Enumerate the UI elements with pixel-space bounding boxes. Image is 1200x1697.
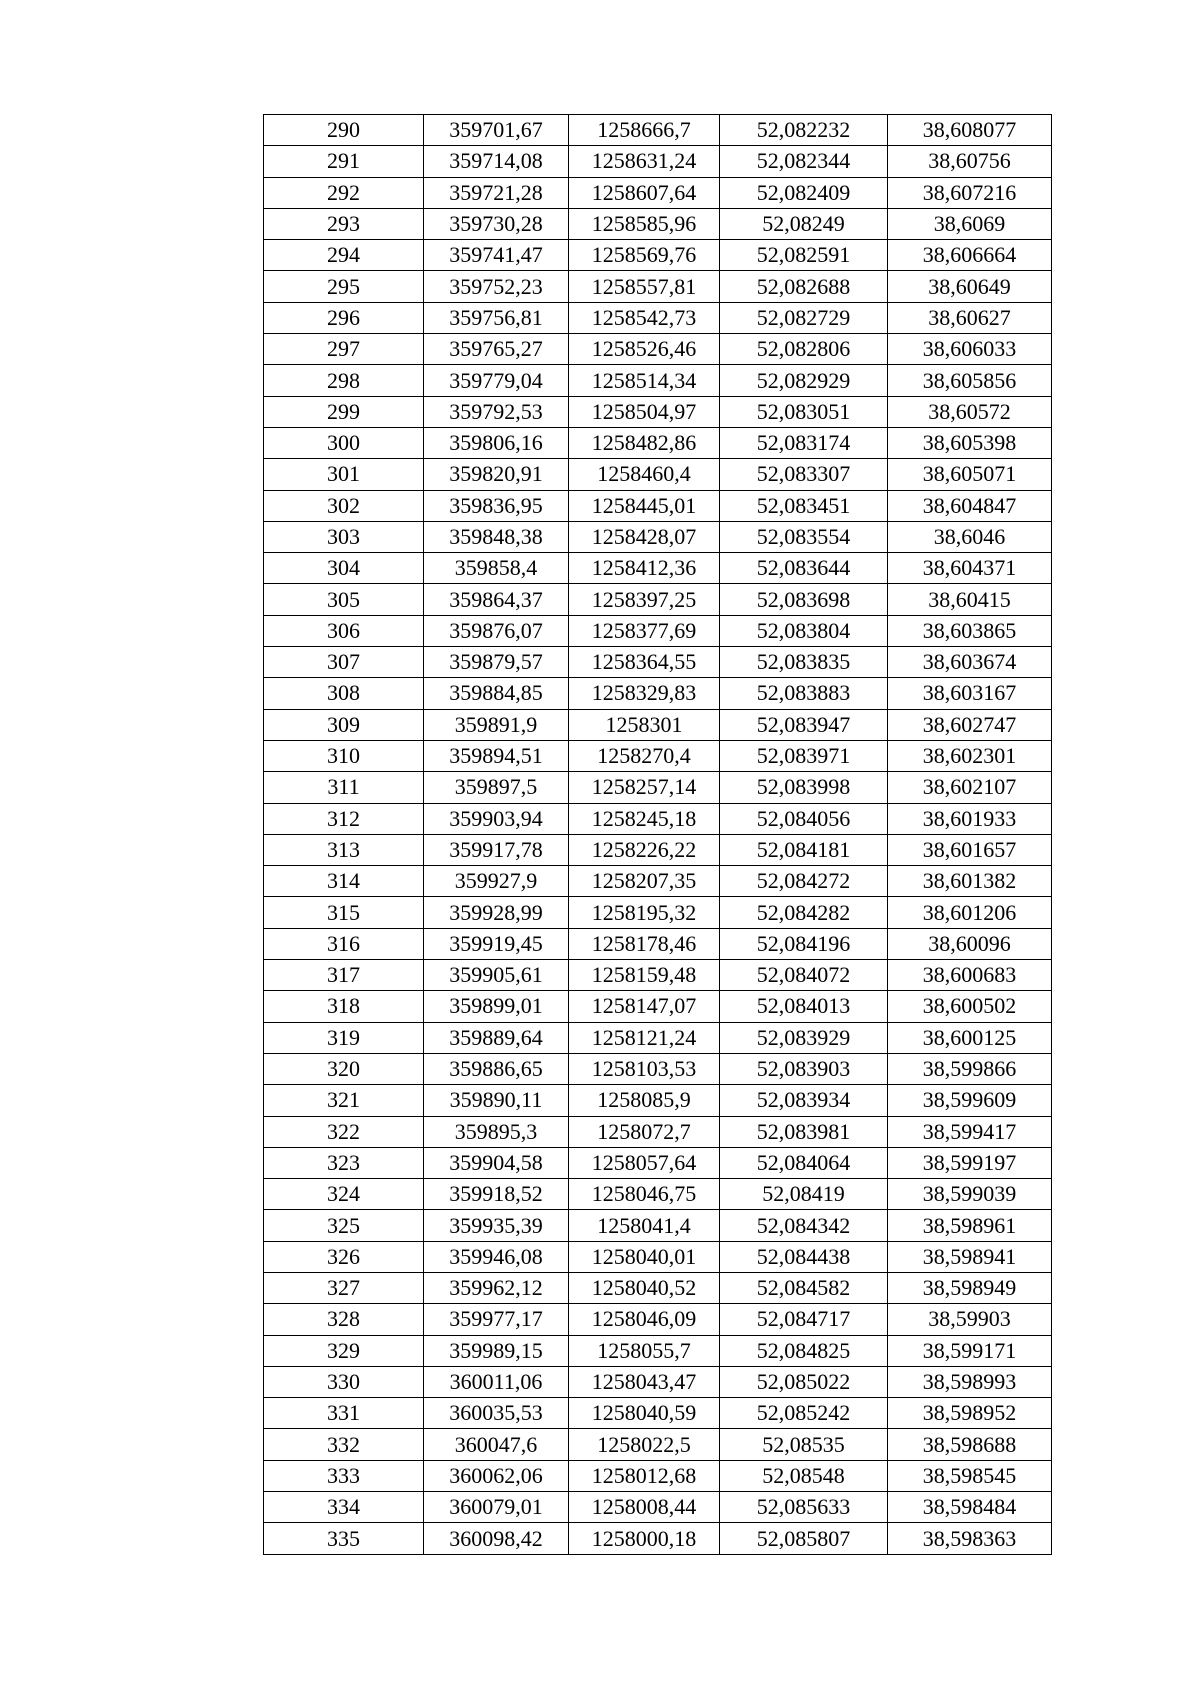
point-number-cell: 307 <box>264 647 424 678</box>
table-row <box>264 1210 1052 1241</box>
point-number-cell: 319 <box>264 1022 424 1053</box>
longitude-cell: 38,598363 <box>888 1523 1052 1554</box>
point-number-cell: 294 <box>264 240 424 271</box>
latitude-cell: 52,084342 <box>720 1210 888 1241</box>
x-coordinate-cell: 359895,3 <box>424 1116 569 1147</box>
y-coordinate-cell: 1258257,14 <box>569 772 720 803</box>
longitude-cell: 38,605398 <box>888 427 1052 458</box>
table-row <box>264 208 1052 239</box>
latitude-cell: 52,08419 <box>720 1179 888 1210</box>
y-coordinate-cell: 1258666,7 <box>569 115 720 146</box>
longitude-cell: 38,598949 <box>888 1272 1052 1303</box>
longitude-cell: 38,604371 <box>888 553 1052 584</box>
longitude-cell: 38,60649 <box>888 271 1052 302</box>
table-row <box>264 521 1052 552</box>
longitude-cell: 38,605856 <box>888 365 1052 396</box>
longitude-cell: 38,598545 <box>888 1460 1052 1491</box>
point-number-cell: 299 <box>264 396 424 427</box>
x-coordinate-cell: 359779,04 <box>424 365 569 396</box>
y-coordinate-cell: 1258012,68 <box>569 1460 720 1491</box>
longitude-cell: 38,602301 <box>888 740 1052 771</box>
y-coordinate-cell: 1258329,83 <box>569 678 720 709</box>
y-coordinate-cell: 1258542,73 <box>569 302 720 333</box>
latitude-cell: 52,082729 <box>720 302 888 333</box>
point-number-cell: 326 <box>264 1241 424 1272</box>
table-row <box>264 1304 1052 1335</box>
latitude-cell: 52,084438 <box>720 1241 888 1272</box>
x-coordinate-cell: 359876,07 <box>424 615 569 646</box>
point-number-cell: 297 <box>264 334 424 365</box>
table-row <box>264 1398 1052 1429</box>
table-row <box>264 678 1052 709</box>
latitude-cell: 52,084056 <box>720 803 888 834</box>
point-number-cell: 323 <box>264 1147 424 1178</box>
point-number-cell: 293 <box>264 208 424 239</box>
y-coordinate-cell: 1258072,7 <box>569 1116 720 1147</box>
table-row <box>264 1022 1052 1053</box>
longitude-cell: 38,607216 <box>888 177 1052 208</box>
latitude-cell: 52,083934 <box>720 1085 888 1116</box>
y-coordinate-cell: 1258377,69 <box>569 615 720 646</box>
x-coordinate-cell: 359879,57 <box>424 647 569 678</box>
latitude-cell: 52,08249 <box>720 208 888 239</box>
longitude-cell: 38,601382 <box>888 866 1052 897</box>
longitude-cell: 38,604847 <box>888 490 1052 521</box>
x-coordinate-cell: 359903,94 <box>424 803 569 834</box>
x-coordinate-cell: 359890,11 <box>424 1085 569 1116</box>
table-row <box>264 1116 1052 1147</box>
x-coordinate-cell: 359820,91 <box>424 459 569 490</box>
table-row <box>264 740 1052 771</box>
x-coordinate-cell: 360062,06 <box>424 1460 569 1491</box>
x-coordinate-cell: 360035,53 <box>424 1398 569 1429</box>
table-row <box>264 991 1052 1022</box>
x-coordinate-cell: 359946,08 <box>424 1241 569 1272</box>
x-coordinate-cell: 360079,01 <box>424 1492 569 1523</box>
y-coordinate-cell: 1258301 <box>569 709 720 740</box>
y-coordinate-cell: 1258364,55 <box>569 647 720 678</box>
point-number-cell: 296 <box>264 302 424 333</box>
table-row <box>264 146 1052 177</box>
table-row <box>264 1241 1052 1272</box>
longitude-cell: 38,603167 <box>888 678 1052 709</box>
latitude-cell: 52,083883 <box>720 678 888 709</box>
y-coordinate-cell: 1258195,32 <box>569 897 720 928</box>
point-number-cell: 306 <box>264 615 424 646</box>
point-number-cell: 309 <box>264 709 424 740</box>
point-number-cell: 295 <box>264 271 424 302</box>
latitude-cell: 52,084196 <box>720 928 888 959</box>
y-coordinate-cell: 1258428,07 <box>569 521 720 552</box>
latitude-cell: 52,083307 <box>720 459 888 490</box>
table-row <box>264 1523 1052 1554</box>
latitude-cell: 52,083174 <box>720 427 888 458</box>
latitude-cell: 52,083835 <box>720 647 888 678</box>
y-coordinate-cell: 1258569,76 <box>569 240 720 271</box>
latitude-cell: 52,08548 <box>720 1460 888 1491</box>
longitude-cell: 38,601206 <box>888 897 1052 928</box>
x-coordinate-cell: 359730,28 <box>424 208 569 239</box>
longitude-cell: 38,598941 <box>888 1241 1052 1272</box>
latitude-cell: 52,084013 <box>720 991 888 1022</box>
y-coordinate-cell: 1258000,18 <box>569 1523 720 1554</box>
x-coordinate-cell: 359756,81 <box>424 302 569 333</box>
y-coordinate-cell: 1258514,34 <box>569 365 720 396</box>
y-coordinate-cell: 1258557,81 <box>569 271 720 302</box>
table-row <box>264 396 1052 427</box>
table-row <box>264 553 1052 584</box>
table-row <box>264 427 1052 458</box>
table-row <box>264 960 1052 991</box>
longitude-cell: 38,601657 <box>888 834 1052 865</box>
y-coordinate-cell: 1258103,53 <box>569 1053 720 1084</box>
table-row <box>264 177 1052 208</box>
point-number-cell: 301 <box>264 459 424 490</box>
y-coordinate-cell: 1258022,5 <box>569 1429 720 1460</box>
longitude-cell: 38,6069 <box>888 208 1052 239</box>
x-coordinate-cell: 359864,37 <box>424 584 569 615</box>
longitude-cell: 38,60627 <box>888 302 1052 333</box>
table-row <box>264 709 1052 740</box>
point-number-cell: 333 <box>264 1460 424 1491</box>
y-coordinate-cell: 1258504,97 <box>569 396 720 427</box>
point-number-cell: 317 <box>264 960 424 991</box>
latitude-cell: 52,083998 <box>720 772 888 803</box>
longitude-cell: 38,601933 <box>888 803 1052 834</box>
point-number-cell: 292 <box>264 177 424 208</box>
table-row <box>264 490 1052 521</box>
latitude-cell: 52,082806 <box>720 334 888 365</box>
y-coordinate-cell: 1258043,47 <box>569 1366 720 1397</box>
x-coordinate-cell: 359899,01 <box>424 991 569 1022</box>
point-number-cell: 315 <box>264 897 424 928</box>
latitude-cell: 52,083947 <box>720 709 888 740</box>
longitude-cell: 38,599417 <box>888 1116 1052 1147</box>
longitude-cell: 38,60096 <box>888 928 1052 959</box>
x-coordinate-cell: 359765,27 <box>424 334 569 365</box>
table-row <box>264 897 1052 928</box>
x-coordinate-cell: 359894,51 <box>424 740 569 771</box>
x-coordinate-cell: 359928,99 <box>424 897 569 928</box>
longitude-cell: 38,598961 <box>888 1210 1052 1241</box>
y-coordinate-cell: 1258041,4 <box>569 1210 720 1241</box>
longitude-cell: 38,605071 <box>888 459 1052 490</box>
latitude-cell: 52,083451 <box>720 490 888 521</box>
latitude-cell: 52,085022 <box>720 1366 888 1397</box>
point-number-cell: 327 <box>264 1272 424 1303</box>
longitude-cell: 38,608077 <box>888 115 1052 146</box>
table-body <box>264 115 1052 1555</box>
longitude-cell: 38,599197 <box>888 1147 1052 1178</box>
table-row <box>264 803 1052 834</box>
point-number-cell: 332 <box>264 1429 424 1460</box>
latitude-cell: 52,084282 <box>720 897 888 928</box>
y-coordinate-cell: 1258397,25 <box>569 584 720 615</box>
y-coordinate-cell: 1258121,24 <box>569 1022 720 1053</box>
point-number-cell: 303 <box>264 521 424 552</box>
longitude-cell: 38,606033 <box>888 334 1052 365</box>
longitude-cell: 38,6046 <box>888 521 1052 552</box>
latitude-cell: 52,084064 <box>720 1147 888 1178</box>
point-number-cell: 324 <box>264 1179 424 1210</box>
longitude-cell: 38,603865 <box>888 615 1052 646</box>
table-row <box>264 584 1052 615</box>
y-coordinate-cell: 1258040,01 <box>569 1241 720 1272</box>
y-coordinate-cell: 1258159,48 <box>569 960 720 991</box>
longitude-cell: 38,600502 <box>888 991 1052 1022</box>
point-number-cell: 314 <box>264 866 424 897</box>
y-coordinate-cell: 1258040,52 <box>569 1272 720 1303</box>
latitude-cell: 52,083051 <box>720 396 888 427</box>
point-number-cell: 320 <box>264 1053 424 1084</box>
y-coordinate-cell: 1258445,01 <box>569 490 720 521</box>
table-row <box>264 302 1052 333</box>
point-number-cell: 305 <box>264 584 424 615</box>
y-coordinate-cell: 1258631,24 <box>569 146 720 177</box>
y-coordinate-cell: 1258085,9 <box>569 1085 720 1116</box>
point-number-cell: 325 <box>264 1210 424 1241</box>
point-number-cell: 328 <box>264 1304 424 1335</box>
point-number-cell: 313 <box>264 834 424 865</box>
x-coordinate-cell: 360011,06 <box>424 1366 569 1397</box>
latitude-cell: 52,083644 <box>720 553 888 584</box>
x-coordinate-cell: 359904,58 <box>424 1147 569 1178</box>
y-coordinate-cell: 1258046,09 <box>569 1304 720 1335</box>
x-coordinate-cell: 360098,42 <box>424 1523 569 1554</box>
table-row <box>264 1085 1052 1116</box>
latitude-cell: 52,082409 <box>720 177 888 208</box>
x-coordinate-cell: 359977,17 <box>424 1304 569 1335</box>
table-row <box>264 866 1052 897</box>
latitude-cell: 52,084272 <box>720 866 888 897</box>
table-row <box>264 115 1052 146</box>
x-coordinate-cell: 359858,4 <box>424 553 569 584</box>
point-number-cell: 291 <box>264 146 424 177</box>
table-row <box>264 1366 1052 1397</box>
latitude-cell: 52,082929 <box>720 365 888 396</box>
x-coordinate-cell: 359886,65 <box>424 1053 569 1084</box>
x-coordinate-cell: 359962,12 <box>424 1272 569 1303</box>
table-row <box>264 615 1052 646</box>
latitude-cell: 52,085633 <box>720 1492 888 1523</box>
latitude-cell: 52,084717 <box>720 1304 888 1335</box>
table-row <box>264 271 1052 302</box>
y-coordinate-cell: 1258245,18 <box>569 803 720 834</box>
y-coordinate-cell: 1258607,64 <box>569 177 720 208</box>
latitude-cell: 52,084072 <box>720 960 888 991</box>
table-row <box>264 1335 1052 1366</box>
y-coordinate-cell: 1258482,86 <box>569 427 720 458</box>
y-coordinate-cell: 1258147,07 <box>569 991 720 1022</box>
x-coordinate-cell: 359889,64 <box>424 1022 569 1053</box>
point-number-cell: 335 <box>264 1523 424 1554</box>
longitude-cell: 38,600125 <box>888 1022 1052 1053</box>
table-row <box>264 772 1052 803</box>
latitude-cell: 52,083981 <box>720 1116 888 1147</box>
longitude-cell: 38,599866 <box>888 1053 1052 1084</box>
x-coordinate-cell: 359752,23 <box>424 271 569 302</box>
longitude-cell: 38,598688 <box>888 1429 1052 1460</box>
x-coordinate-cell: 359741,47 <box>424 240 569 271</box>
table-row <box>264 1429 1052 1460</box>
latitude-cell: 52,083554 <box>720 521 888 552</box>
table-row <box>264 1147 1052 1178</box>
longitude-cell: 38,598484 <box>888 1492 1052 1523</box>
point-number-cell: 312 <box>264 803 424 834</box>
latitude-cell: 52,083903 <box>720 1053 888 1084</box>
point-number-cell: 311 <box>264 772 424 803</box>
longitude-cell: 38,598952 <box>888 1398 1052 1429</box>
y-coordinate-cell: 1258008,44 <box>569 1492 720 1523</box>
x-coordinate-cell: 359927,9 <box>424 866 569 897</box>
longitude-cell: 38,59903 <box>888 1304 1052 1335</box>
latitude-cell: 52,085242 <box>720 1398 888 1429</box>
table-row <box>264 1272 1052 1303</box>
table-row <box>264 834 1052 865</box>
point-number-cell: 302 <box>264 490 424 521</box>
point-number-cell: 321 <box>264 1085 424 1116</box>
y-coordinate-cell: 1258270,4 <box>569 740 720 771</box>
table-row <box>264 1460 1052 1491</box>
point-number-cell: 334 <box>264 1492 424 1523</box>
x-coordinate-cell: 359905,61 <box>424 960 569 991</box>
longitude-cell: 38,599609 <box>888 1085 1052 1116</box>
y-coordinate-cell: 1258040,59 <box>569 1398 720 1429</box>
y-coordinate-cell: 1258460,4 <box>569 459 720 490</box>
y-coordinate-cell: 1258226,22 <box>569 834 720 865</box>
x-coordinate-cell: 359884,85 <box>424 678 569 709</box>
point-number-cell: 331 <box>264 1398 424 1429</box>
table-row <box>264 365 1052 396</box>
point-number-cell: 330 <box>264 1366 424 1397</box>
table-row <box>264 334 1052 365</box>
table-row <box>264 647 1052 678</box>
latitude-cell: 52,084582 <box>720 1272 888 1303</box>
longitude-cell: 38,599171 <box>888 1335 1052 1366</box>
latitude-cell: 52,085807 <box>720 1523 888 1554</box>
y-coordinate-cell: 1258057,64 <box>569 1147 720 1178</box>
point-number-cell: 308 <box>264 678 424 709</box>
x-coordinate-cell: 359721,28 <box>424 177 569 208</box>
x-coordinate-cell: 359701,67 <box>424 115 569 146</box>
y-coordinate-cell: 1258207,35 <box>569 866 720 897</box>
y-coordinate-cell: 1258055,7 <box>569 1335 720 1366</box>
latitude-cell: 52,083971 <box>720 740 888 771</box>
x-coordinate-cell: 359891,9 <box>424 709 569 740</box>
point-number-cell: 298 <box>264 365 424 396</box>
point-number-cell: 322 <box>264 1116 424 1147</box>
x-coordinate-cell: 359714,08 <box>424 146 569 177</box>
x-coordinate-cell: 359806,16 <box>424 427 569 458</box>
longitude-cell: 38,60415 <box>888 584 1052 615</box>
latitude-cell: 52,083698 <box>720 584 888 615</box>
longitude-cell: 38,603674 <box>888 647 1052 678</box>
latitude-cell: 52,08535 <box>720 1429 888 1460</box>
table-row <box>264 459 1052 490</box>
x-coordinate-cell: 360047,6 <box>424 1429 569 1460</box>
longitude-cell: 38,602747 <box>888 709 1052 740</box>
longitude-cell: 38,598993 <box>888 1366 1052 1397</box>
y-coordinate-cell: 1258412,36 <box>569 553 720 584</box>
coordinates-table <box>263 114 1052 1555</box>
latitude-cell: 52,084181 <box>720 834 888 865</box>
point-number-cell: 318 <box>264 991 424 1022</box>
point-number-cell: 316 <box>264 928 424 959</box>
latitude-cell: 52,082688 <box>720 271 888 302</box>
longitude-cell: 38,60756 <box>888 146 1052 177</box>
latitude-cell: 52,083929 <box>720 1022 888 1053</box>
longitude-cell: 38,606664 <box>888 240 1052 271</box>
x-coordinate-cell: 359792,53 <box>424 396 569 427</box>
latitude-cell: 52,084825 <box>720 1335 888 1366</box>
point-number-cell: 329 <box>264 1335 424 1366</box>
table-row <box>264 1492 1052 1523</box>
point-number-cell: 304 <box>264 553 424 584</box>
y-coordinate-cell: 1258526,46 <box>569 334 720 365</box>
latitude-cell: 52,082344 <box>720 146 888 177</box>
point-number-cell: 290 <box>264 115 424 146</box>
x-coordinate-cell: 359917,78 <box>424 834 569 865</box>
latitude-cell: 52,082591 <box>720 240 888 271</box>
x-coordinate-cell: 359935,39 <box>424 1210 569 1241</box>
y-coordinate-cell: 1258178,46 <box>569 928 720 959</box>
latitude-cell: 52,082232 <box>720 115 888 146</box>
x-coordinate-cell: 359989,15 <box>424 1335 569 1366</box>
x-coordinate-cell: 359848,38 <box>424 521 569 552</box>
y-coordinate-cell: 1258046,75 <box>569 1179 720 1210</box>
x-coordinate-cell: 359897,5 <box>424 772 569 803</box>
longitude-cell: 38,602107 <box>888 772 1052 803</box>
table-row <box>264 1179 1052 1210</box>
longitude-cell: 38,60572 <box>888 396 1052 427</box>
table-row <box>264 928 1052 959</box>
table-row <box>264 1053 1052 1084</box>
point-number-cell: 300 <box>264 427 424 458</box>
x-coordinate-cell: 359836,95 <box>424 490 569 521</box>
point-number-cell: 310 <box>264 740 424 771</box>
latitude-cell: 52,083804 <box>720 615 888 646</box>
x-coordinate-cell: 359918,52 <box>424 1179 569 1210</box>
x-coordinate-cell: 359919,45 <box>424 928 569 959</box>
longitude-cell: 38,599039 <box>888 1179 1052 1210</box>
table-row <box>264 240 1052 271</box>
y-coordinate-cell: 1258585,96 <box>569 208 720 239</box>
longitude-cell: 38,600683 <box>888 960 1052 991</box>
